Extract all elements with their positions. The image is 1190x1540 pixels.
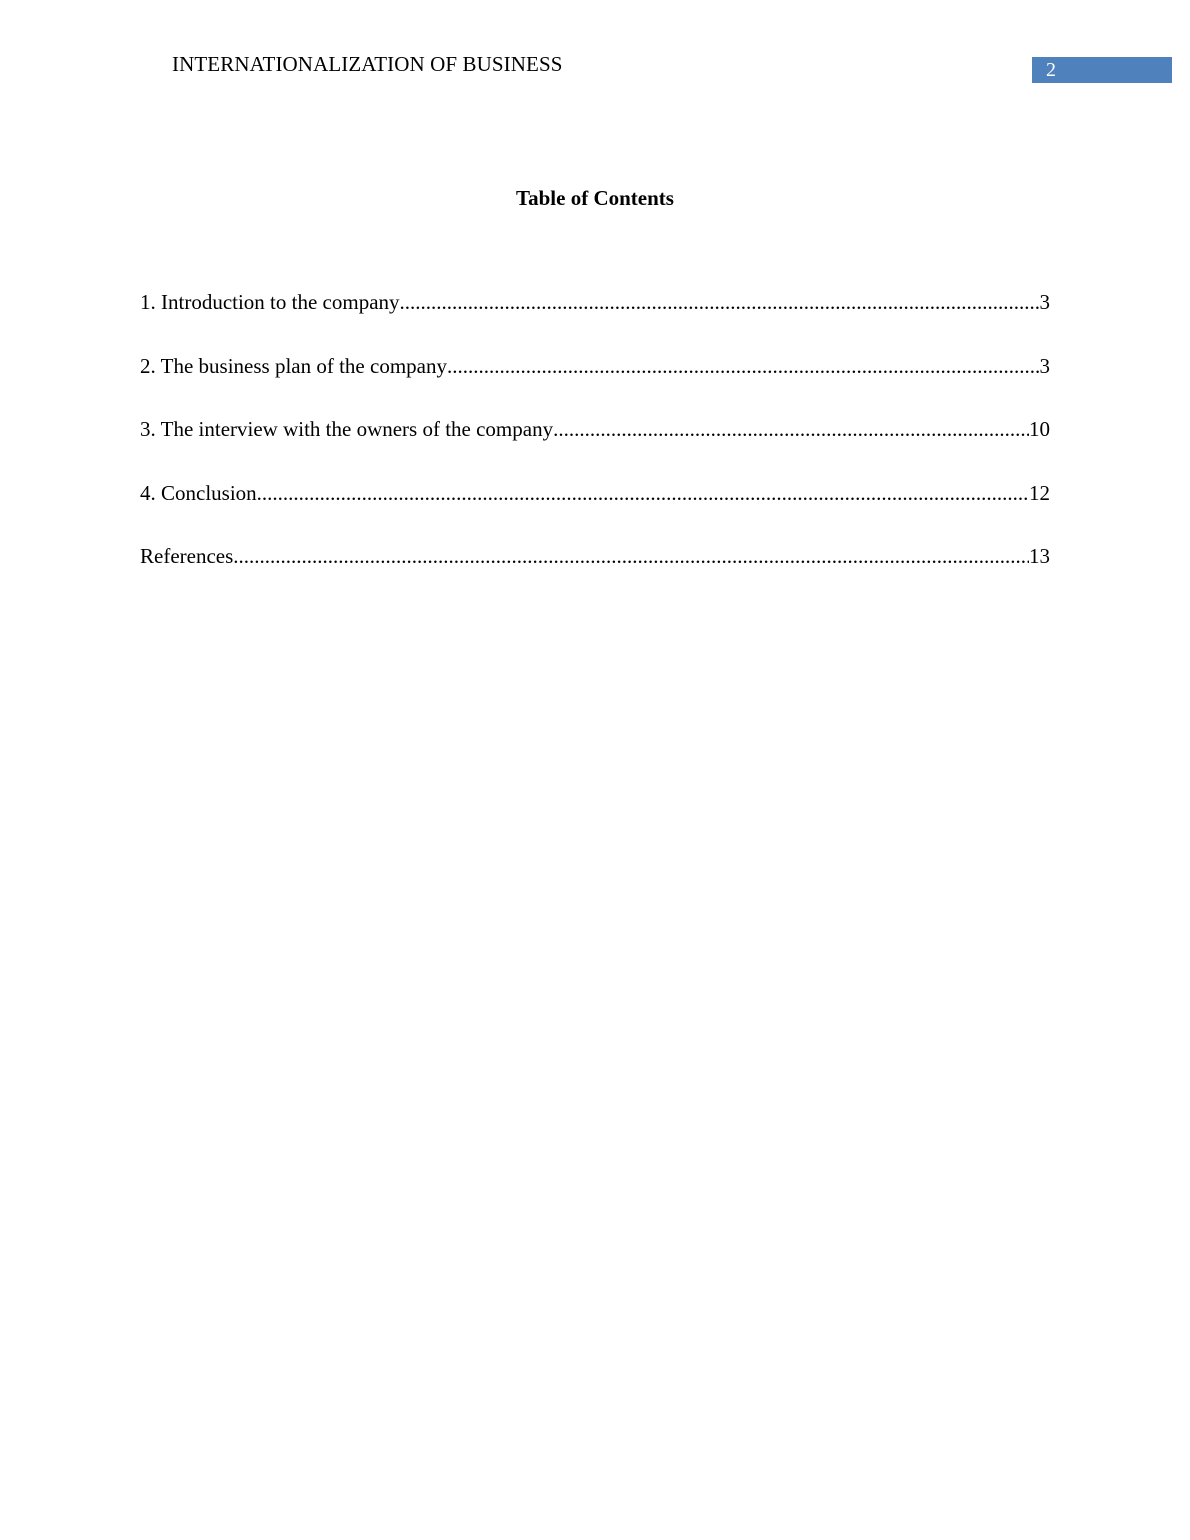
toc-entry-label: 3. The interview with the owners of the company	[140, 417, 554, 441]
toc-list	[140, 290, 1050, 608]
toc-entry-interview[interactable]	[140, 417, 1050, 481]
toc-dot-leader	[400, 290, 1040, 315]
page-number: 2	[1046, 59, 1056, 81]
toc-entry-page: 12	[1029, 480, 1050, 505]
toc-entry-introduction[interactable]	[140, 290, 1050, 354]
toc-dot-leader	[257, 481, 1029, 506]
toc-entry-business-plan[interactable]	[140, 354, 1050, 418]
toc-entry-label: 4. Conclusion	[140, 480, 257, 505]
toc-entry-label: References	[140, 544, 234, 568]
page-number-badge	[1032, 57, 1172, 83]
running-header-title: INTERNATIONALIZATION OF BUSINESS	[172, 52, 563, 76]
toc-entry-references[interactable]	[140, 544, 1050, 608]
toc-entry-page: 10	[1029, 417, 1050, 441]
toc-entry-label: 2. The business plan of the company	[140, 353, 447, 378]
toc-entry-page: 3	[1039, 290, 1050, 314]
toc-entry-conclusion[interactable]	[140, 481, 1050, 545]
toc-entry-label: 1. Introduction to the company	[140, 290, 400, 314]
toc-entry-page: 3	[1039, 353, 1050, 378]
toc-entry-page: 13	[1029, 544, 1050, 568]
toc-dot-leader	[233, 544, 1029, 569]
toc-dot-leader	[553, 417, 1029, 442]
toc-heading: Table of Contents	[516, 186, 674, 210]
toc-dot-leader	[447, 354, 1040, 379]
